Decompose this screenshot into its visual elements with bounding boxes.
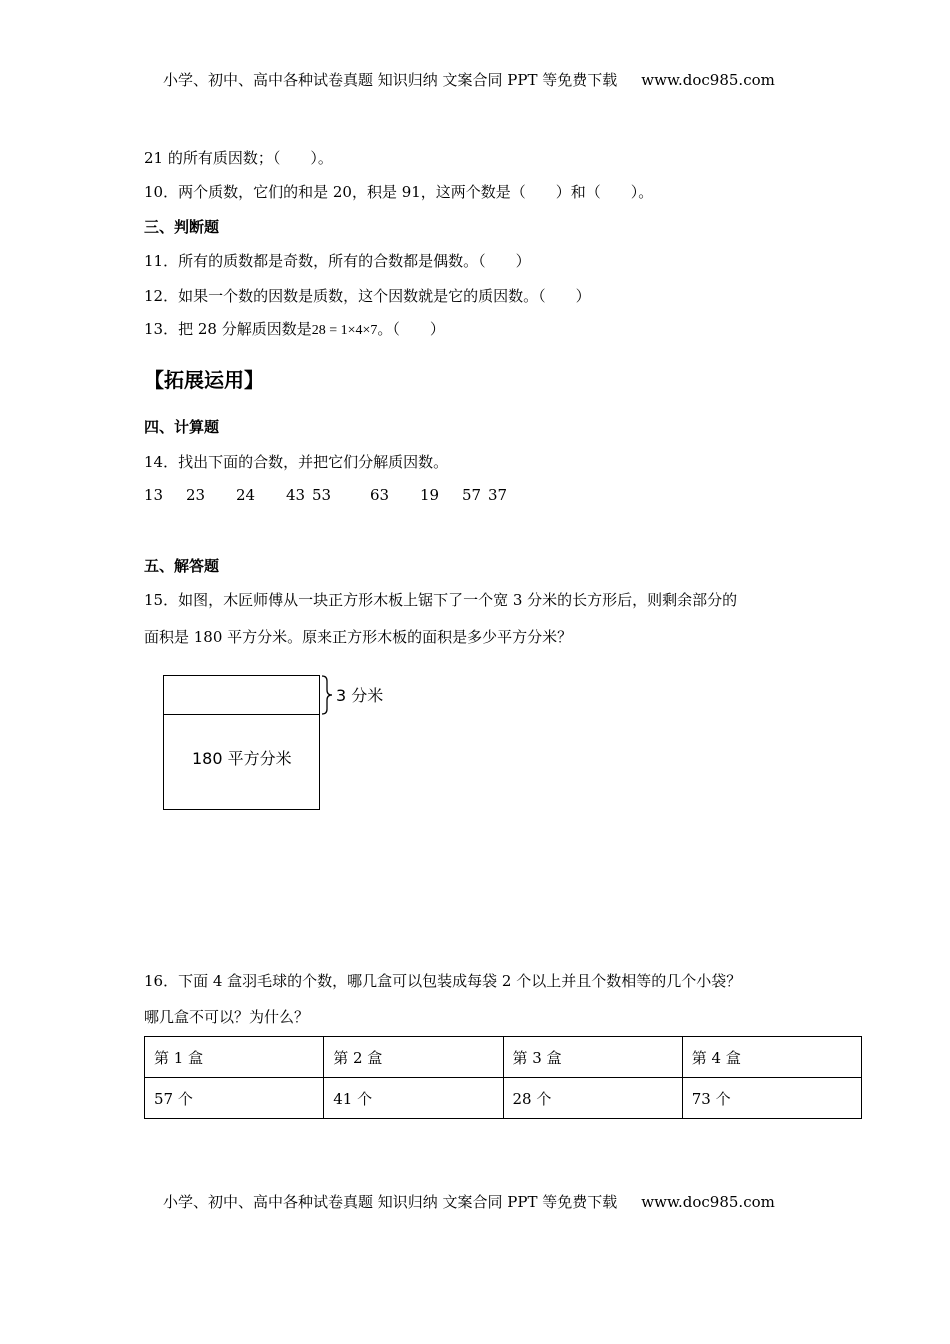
table-header-cell: 第 3 盒	[503, 1037, 682, 1078]
number-list	[144, 486, 507, 504]
table-cell: 28 个	[503, 1078, 682, 1119]
footer-text: 小学、初中、高中各种试卷真题 知识归纳 文案合同 PPT 等免费下载	[163, 1193, 618, 1211]
section-title-extension: 【拓展运用】	[144, 368, 264, 392]
question-15-line-2: 面积是 180 平方分米。原来正方形木板的面积是多少平方分米？	[144, 628, 573, 646]
number-item: 23	[186, 486, 206, 504]
number-item: 24	[236, 486, 256, 504]
question-11: 11．所有的质数都是奇数，所有的合数都是偶数。（ ）	[144, 252, 531, 270]
page-footer	[163, 1191, 775, 1212]
table-row	[145, 1037, 862, 1078]
question-13-formula: 28 = 1×4×7	[311, 323, 378, 338]
number-item: 63	[370, 486, 390, 504]
table-cell: 41 个	[324, 1078, 503, 1119]
question-12: 12．如果一个数的因数是质数，这个因数就是它的质因数。（ ）	[144, 287, 591, 305]
question-13-blank: 。（ ）	[377, 320, 445, 338]
table-header-cell: 第 1 盒	[145, 1037, 324, 1078]
section-calculation-heading: 四、计算题	[144, 418, 220, 436]
table-cell: 57 个	[145, 1078, 324, 1119]
number-item: 43	[286, 486, 306, 504]
number-item: 57	[462, 486, 482, 504]
section-answer-heading: 五、解答题	[144, 557, 220, 575]
shuttlecock-box-table	[144, 1036, 862, 1119]
page-header	[163, 69, 775, 90]
width-label: 3 分米	[336, 686, 384, 705]
table-header-cell: 第 4 盒	[682, 1037, 861, 1078]
question-16-line-2: 哪几盒不可以？为什么？	[144, 1008, 310, 1026]
number-item: 19	[420, 486, 440, 504]
question-10: 10．两个质数，它们的和是 20，积是 91，这两个数是（ ）和（ ）。	[144, 183, 654, 201]
header-site-link[interactable]: www.doc985.com	[641, 71, 775, 89]
question-15-line-1: 15．如图，木匠师傅从一块正方形木板上锯下了一个宽 3 分米的长方形后，则剩余部分的	[144, 591, 738, 609]
table-header-cell: 第 2 盒	[324, 1037, 503, 1078]
table-row	[145, 1078, 862, 1119]
header-text: 小学、初中、高中各种试卷真题 知识归纳 文案合同 PPT 等免费下载	[163, 71, 618, 89]
question-16-line-1: 16．下面 4 盒羽毛球的个数，哪几盒可以包装成每袋 2 个以上并且个数相等的几个小袋？	[144, 972, 742, 990]
question-13	[144, 318, 445, 339]
area-label: 180 平方分米	[192, 749, 292, 768]
footer-site-link[interactable]: www.doc985.com	[641, 1193, 775, 1211]
brace-icon	[320, 675, 334, 715]
cut-strip-rectangle	[163, 675, 320, 715]
number-item: 53	[312, 486, 332, 504]
number-item: 37	[488, 486, 508, 504]
question-9-tail: 21 的所有质因数；（ ）。	[144, 149, 333, 167]
number-item: 13	[144, 486, 164, 504]
question-14: 14．找出下面的合数，并把它们分解质因数。	[144, 453, 449, 471]
table-cell: 73 个	[682, 1078, 861, 1119]
question-13-text: 13．把 28 分解质因数是	[144, 320, 312, 338]
section-judgement-heading: 三、判断题	[144, 218, 220, 236]
